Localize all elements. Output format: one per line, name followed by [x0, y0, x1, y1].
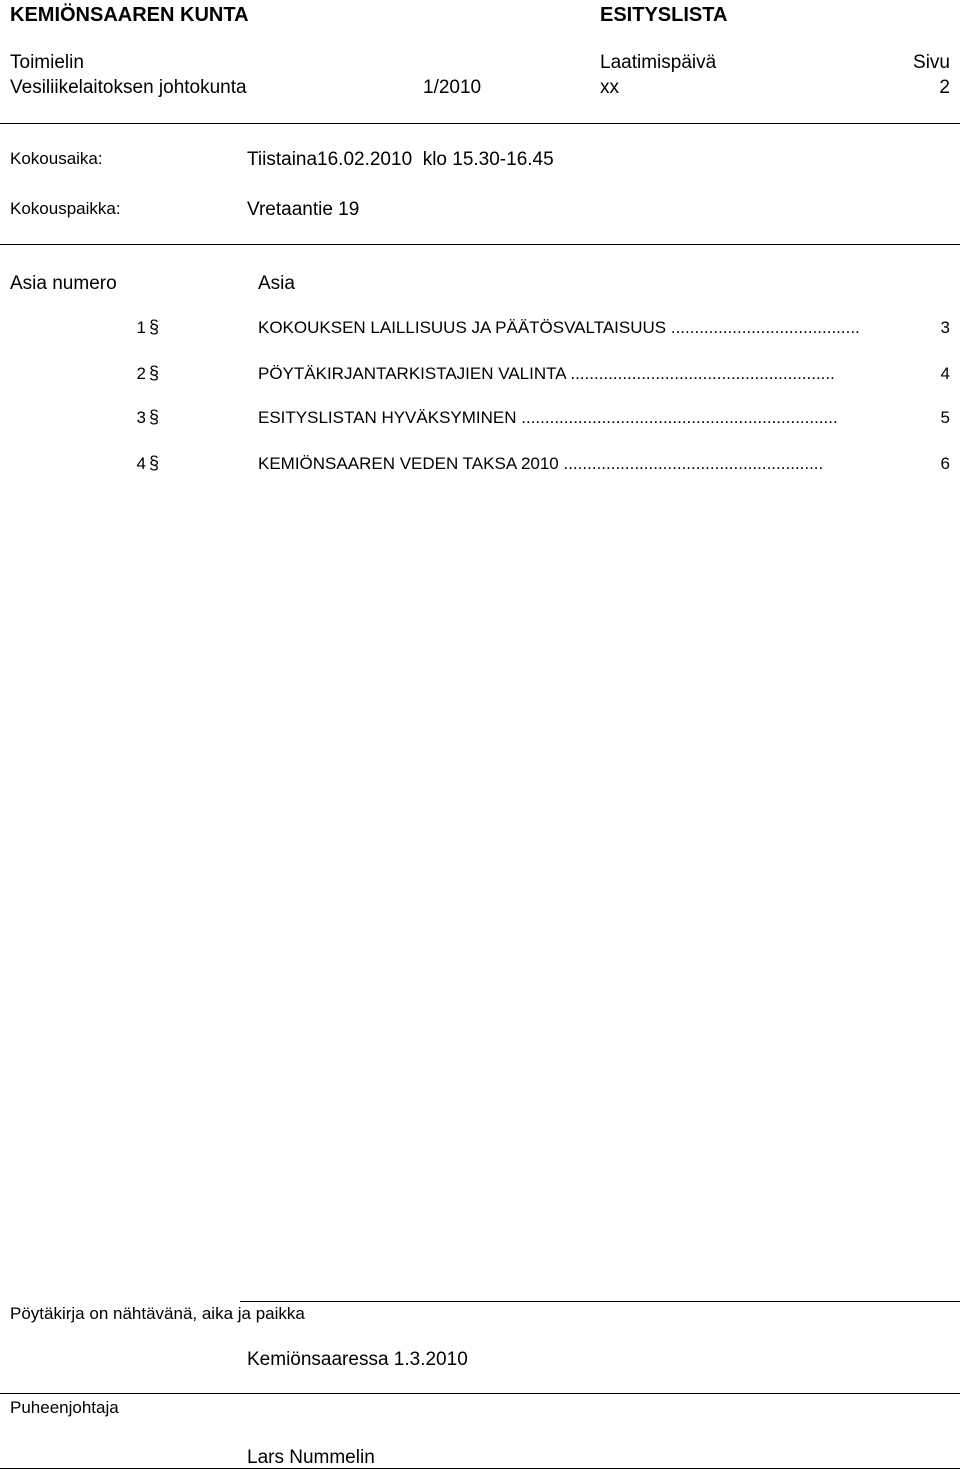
footer-divider-top: [240, 1301, 960, 1302]
agenda-item[interactable]: [0, 318, 960, 342]
agenda-item-page: 4: [940, 364, 950, 383]
time-label: Kokousaika:: [10, 149, 103, 168]
organ-label: Toimielin: [10, 52, 84, 73]
agenda-item-page: 3: [940, 318, 950, 337]
agenda-item[interactable]: [0, 454, 960, 478]
place-value: Vretaantie 19: [247, 199, 360, 220]
minutes-label: Pöytäkirja on nähtävänä, aika ja paikka: [10, 1304, 305, 1323]
section-icon: §: [149, 407, 160, 427]
section-icon: §: [149, 317, 160, 337]
agenda-item-title[interactable]: PÖYTÄKIRJANTARKISTAJIEN VALINTA ........................................................: [258, 364, 835, 383]
date-label: Laatimispäivä: [600, 52, 717, 73]
footer-divider-middle: [0, 1393, 960, 1394]
agenda-item-number: 2: [136, 364, 146, 383]
chair-name: Lars Nummelin: [247, 1447, 375, 1468]
meeting-divider-left: [0, 244, 240, 245]
page-value: 2: [939, 77, 950, 98]
organ-value: Vesiliikelaitoksen johtokunta: [10, 77, 247, 98]
agenda-item-title[interactable]: KEMIÖNSAAREN VEDEN TAKSA 2010 .......................................................: [258, 454, 824, 473]
org-name: KEMIÖNSAAREN KUNTA: [10, 4, 249, 26]
minutes-value: Kemiönsaaressa 1.3.2010: [247, 1349, 468, 1370]
agenda-item[interactable]: [0, 408, 960, 432]
footer-divider-bottom: [0, 1468, 960, 1469]
doc-type: ESITYSLISTA: [600, 4, 728, 26]
meeting-number: 1/2010: [423, 77, 482, 98]
chair-label: Puheenjohtaja: [10, 1398, 119, 1417]
page-label: Sivu: [913, 52, 950, 73]
agenda-item-page: 5: [940, 408, 950, 427]
place-label: Kokouspaikka:: [10, 199, 121, 218]
agenda-item-number: 4: [136, 454, 146, 473]
agenda-col-item: Asia: [258, 273, 295, 294]
meeting-divider-right: [240, 244, 960, 245]
section-icon: §: [149, 453, 160, 473]
agenda-item-title[interactable]: KOKOUKSEN LAILLISUUS JA PÄÄTÖSVALTAISUUS ........................................: [258, 318, 860, 337]
time-value: Tiistaina16.02.2010 klo 15.30-16.45: [247, 149, 554, 170]
section-icon: §: [149, 363, 160, 383]
date-value: xx: [600, 77, 619, 98]
agenda-item-page: 6: [940, 454, 950, 473]
agenda-item-number: 3: [136, 408, 146, 427]
agenda-item-number: 1: [136, 318, 146, 337]
agenda-item[interactable]: [0, 364, 960, 388]
agenda-item-title[interactable]: ESITYSLISTAN HYVÄKSYMINEN ...................................................................: [258, 408, 838, 427]
agenda-col-number: Asia numero: [10, 273, 117, 294]
header-divider: [0, 123, 960, 124]
